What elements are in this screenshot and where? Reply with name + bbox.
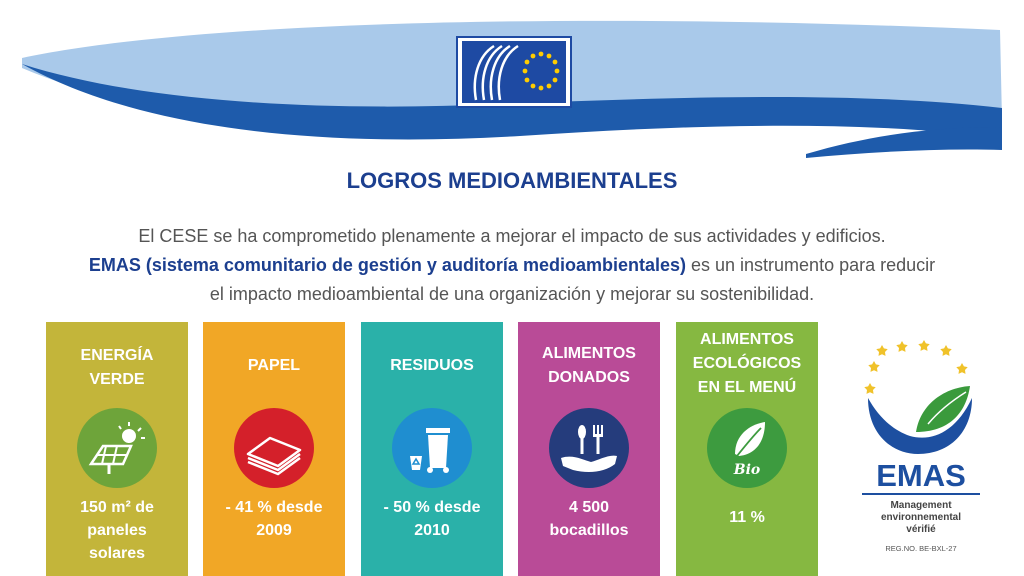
label-line: DONADOS (548, 369, 630, 386)
card-label (522, 342, 656, 390)
label-line: ECOLÓGICOS (692, 355, 802, 372)
card-label (680, 328, 814, 400)
recycling-bins-icon (392, 408, 472, 488)
value-line: 11 % (729, 509, 765, 526)
value-line: 150 m² de (80, 499, 154, 516)
value-line: 4 500 (568, 499, 610, 516)
value-line: - 50 % desde (383, 499, 481, 516)
emas-stars-icon (864, 340, 967, 394)
card-label (50, 344, 184, 392)
value-line: bocadillos (549, 522, 629, 539)
card-value (680, 506, 814, 529)
solar-panel-icon (77, 408, 157, 488)
label-line: RESIDUOS (390, 357, 474, 374)
value-line: 2010 (414, 522, 450, 539)
label-line: ALIMENTOS (542, 345, 636, 362)
emas-line-3: vérifié (906, 524, 936, 535)
label-line: EN EL MENÚ (697, 379, 797, 396)
card-value (50, 496, 184, 565)
card-paper (203, 322, 345, 576)
label-line: ENERGÍA (80, 347, 154, 364)
card-label (365, 354, 499, 378)
label-line: VERDE (89, 371, 145, 388)
intro-line-2: es un instrumento para reducir (686, 255, 936, 275)
card-label (207, 354, 341, 378)
label-line: PAPEL (247, 357, 301, 374)
value-line: solares (88, 545, 146, 562)
emas-registration: REG.NO. BE-BXL-27 (885, 544, 957, 553)
card-green-energy (46, 322, 188, 576)
card-organic-food (676, 322, 818, 576)
paper-stack-icon (234, 408, 314, 488)
card-value (365, 496, 499, 542)
page-title: LOGROS MEDIOAMBIENTALES (346, 168, 678, 193)
card-value (522, 496, 656, 542)
value-line: 2009 (256, 522, 292, 539)
emas-name: EMAS (876, 458, 966, 493)
eesc-logo (456, 36, 572, 108)
card-donated-food (518, 322, 660, 576)
svg-text:Bio: Bio (733, 462, 761, 478)
emas-definition: EMAS (sistema comunitario de gestión y auditoría medioambientales) (88, 255, 686, 275)
value-line: - 41 % desde (225, 499, 323, 516)
card-value (207, 496, 341, 542)
emas-logo (858, 336, 984, 558)
value-line: paneles (87, 522, 147, 539)
intro-line-1: El CESE se ha comprometido plenamente a mejorar el impacto de sus actividades y edificios. (138, 226, 886, 246)
intro-line-3: el impacto medioambiental de una organización y mejorar su sostenibilidad. (209, 284, 815, 304)
emas-line-2: environnemental (880, 512, 962, 523)
label-line: ALIMENTOS (700, 331, 794, 348)
intro-text (40, 222, 984, 309)
food-donation-icon (549, 408, 629, 488)
card-waste (361, 322, 503, 576)
emas-line-1: Management (890, 500, 952, 511)
header-banner (0, 0, 1024, 165)
bio-leaf-icon (707, 408, 787, 488)
